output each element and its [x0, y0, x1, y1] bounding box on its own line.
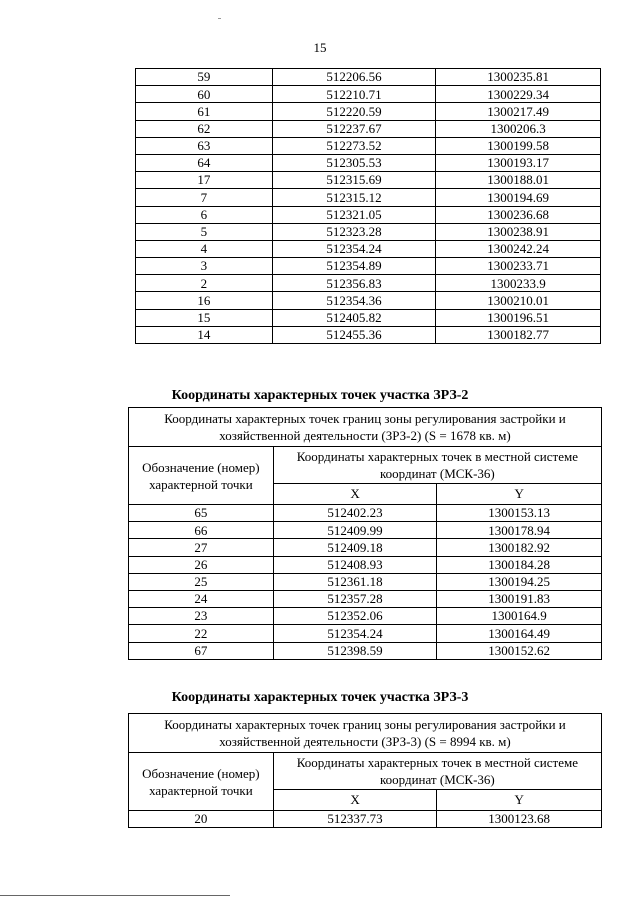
x-coordinate-cell: 512354.89 — [272, 258, 436, 275]
point-number-cell: 7 — [136, 189, 273, 206]
y-coordinate-cell: 1300229.34 — [436, 86, 601, 103]
point-number-cell: 3 — [136, 258, 273, 275]
x-coordinate-cell: 512409.18 — [273, 539, 437, 556]
y-coordinate-cell: 1300194.69 — [436, 189, 601, 206]
x-coordinate-cell: 512305.53 — [272, 154, 436, 171]
y-coordinate-cell: 1300210.01 — [436, 292, 601, 309]
x-coordinate-cell: 512354.36 — [272, 292, 436, 309]
section-title-zrz3: Координаты характерных точек участка ЗРЗ-3 — [171, 690, 469, 705]
table-row — [136, 292, 601, 309]
table-body — [129, 811, 602, 828]
x-coordinate-cell: 512337.73 — [273, 811, 437, 828]
x-coordinate-cell: 512321.05 — [272, 206, 436, 223]
table-caption: Координаты характерных точек границ зоны регулирования застройки и хозяйственной деятельности (ЗРЗ-3) (S = 8994 кв. м) — [129, 714, 602, 753]
table-row — [129, 522, 602, 539]
y-column-header: Y — [437, 484, 602, 505]
table-row — [129, 539, 602, 556]
y-coordinate-cell: 1300206.3 — [436, 120, 601, 137]
coordinates-table-continued — [135, 68, 601, 344]
table-row — [136, 223, 601, 240]
section-title-zrz2: Координаты характерных точек участка ЗРЗ-2 — [171, 388, 469, 403]
table-row — [136, 120, 601, 137]
footer-rule — [0, 895, 230, 896]
point-number-cell: 23 — [129, 608, 274, 625]
point-number-cell: 63 — [136, 137, 273, 154]
table-row — [129, 556, 602, 573]
x-coordinate-cell: 512357.28 — [273, 590, 437, 607]
table-row — [136, 240, 601, 257]
point-number-cell: 25 — [129, 573, 274, 590]
coordinate-system-header: Координаты характерных точек в местной системе координат (МСК-36) — [273, 753, 601, 790]
point-number-cell: 64 — [136, 154, 273, 171]
y-coordinate-cell: 1300199.58 — [436, 137, 601, 154]
x-coordinate-cell: 512220.59 — [272, 103, 436, 120]
table-row — [136, 309, 601, 326]
point-number-cell: 26 — [129, 556, 274, 573]
y-coordinate-cell: 1300235.81 — [436, 69, 601, 86]
x-coordinate-cell: 512206.56 — [272, 69, 436, 86]
point-number-cell: 4 — [136, 240, 273, 257]
table-row — [136, 69, 601, 86]
point-number-cell: 59 — [136, 69, 273, 86]
table-row — [136, 275, 601, 292]
point-number-cell: 22 — [129, 625, 274, 642]
y-coordinate-cell: 1300164.49 — [437, 625, 602, 642]
table-row — [136, 154, 601, 171]
x-column-header: X — [273, 484, 437, 505]
y-coordinate-cell: 1300123.68 — [437, 811, 602, 828]
coordinate-system-header: Координаты характерных точек в местной системе координат (МСК-36) — [273, 447, 601, 484]
x-coordinate-cell: 512315.69 — [272, 172, 436, 189]
point-number-cell: 66 — [129, 522, 274, 539]
table-row — [129, 573, 602, 590]
point-number-cell: 27 — [129, 539, 274, 556]
point-number-cell: 67 — [129, 642, 274, 659]
table-row — [129, 625, 602, 642]
x-coordinate-cell: 512405.82 — [272, 309, 436, 326]
designation-header: Обозначение (номер) характерной точки — [129, 753, 274, 811]
y-coordinate-cell: 1300238.91 — [436, 223, 601, 240]
x-coordinate-cell: 512361.18 — [273, 573, 437, 590]
table-body — [129, 505, 602, 660]
point-number-cell: 24 — [129, 590, 274, 607]
point-number-cell: 2 — [136, 275, 273, 292]
y-coordinate-cell: 1300233.9 — [436, 275, 601, 292]
page-number: 15 — [313, 40, 327, 55]
x-coordinate-cell: 512273.52 — [272, 137, 436, 154]
point-number-cell: 6 — [136, 206, 273, 223]
table-body — [136, 69, 601, 344]
x-coordinate-cell: 512455.36 — [272, 326, 436, 343]
point-number-cell: 5 — [136, 223, 273, 240]
point-number-cell: 17 — [136, 172, 273, 189]
point-number-cell: 61 — [136, 103, 273, 120]
table-row — [136, 326, 601, 343]
x-coordinate-cell: 512356.83 — [272, 275, 436, 292]
x-coordinate-cell: 512323.28 — [272, 223, 436, 240]
x-coordinate-cell: 512237.67 — [272, 120, 436, 137]
y-coordinate-cell: 1300153.13 — [437, 505, 602, 522]
y-coordinate-cell: 1300217.49 — [436, 103, 601, 120]
y-coordinate-cell: 1300182.92 — [437, 539, 602, 556]
coordinates-table-zrz2 — [128, 407, 602, 660]
point-number-cell: 14 — [136, 326, 273, 343]
y-coordinate-cell: 1300196.51 — [436, 309, 601, 326]
x-coordinate-cell: 512352.06 — [273, 608, 437, 625]
x-coordinate-cell: 512409.99 — [273, 522, 437, 539]
x-coordinate-cell: 512402.23 — [273, 505, 437, 522]
table-row — [136, 103, 601, 120]
table-row — [136, 172, 601, 189]
table-row — [136, 258, 601, 275]
y-column-header: Y — [437, 790, 602, 811]
y-coordinate-cell: 1300194.25 — [437, 573, 602, 590]
y-coordinate-cell: 1300152.62 — [437, 642, 602, 659]
table-row — [129, 608, 602, 625]
y-coordinate-cell: 1300178.94 — [437, 522, 602, 539]
x-coordinate-cell: 512398.59 — [273, 642, 437, 659]
point-number-cell: 60 — [136, 86, 273, 103]
y-coordinate-cell: 1300164.9 — [437, 608, 602, 625]
x-column-header: X — [273, 790, 437, 811]
point-number-cell: 20 — [129, 811, 274, 828]
coordinates-table-zrz3 — [128, 713, 602, 828]
x-coordinate-cell: 512408.93 — [273, 556, 437, 573]
table-row — [129, 811, 602, 828]
table-row — [136, 86, 601, 103]
designation-header: Обозначение (номер) характерной точки — [129, 447, 274, 505]
table-caption: Координаты характерных точек границ зоны регулирования застройки и хозяйственной деятельности (ЗРЗ-2) (S = 1678 кв. м) — [129, 408, 602, 447]
point-number-cell: 15 — [136, 309, 273, 326]
y-coordinate-cell: 1300233.71 — [436, 258, 601, 275]
y-coordinate-cell: 1300236.68 — [436, 206, 601, 223]
scan-speck — [218, 18, 221, 19]
y-coordinate-cell: 1300182.77 — [436, 326, 601, 343]
x-coordinate-cell: 512354.24 — [272, 240, 436, 257]
table-row — [136, 189, 601, 206]
x-coordinate-cell: 512315.12 — [272, 189, 436, 206]
x-coordinate-cell: 512354.24 — [273, 625, 437, 642]
point-number-cell: 16 — [136, 292, 273, 309]
table-row — [129, 505, 602, 522]
y-coordinate-cell: 1300191.83 — [437, 590, 602, 607]
table-row — [136, 206, 601, 223]
y-coordinate-cell: 1300188.01 — [436, 172, 601, 189]
point-number-cell: 65 — [129, 505, 274, 522]
x-coordinate-cell: 512210.71 — [272, 86, 436, 103]
y-coordinate-cell: 1300242.24 — [436, 240, 601, 257]
y-coordinate-cell: 1300184.28 — [437, 556, 602, 573]
table-row — [129, 642, 602, 659]
y-coordinate-cell: 1300193.17 — [436, 154, 601, 171]
point-number-cell: 62 — [136, 120, 273, 137]
table-row — [136, 137, 601, 154]
table-row — [129, 590, 602, 607]
